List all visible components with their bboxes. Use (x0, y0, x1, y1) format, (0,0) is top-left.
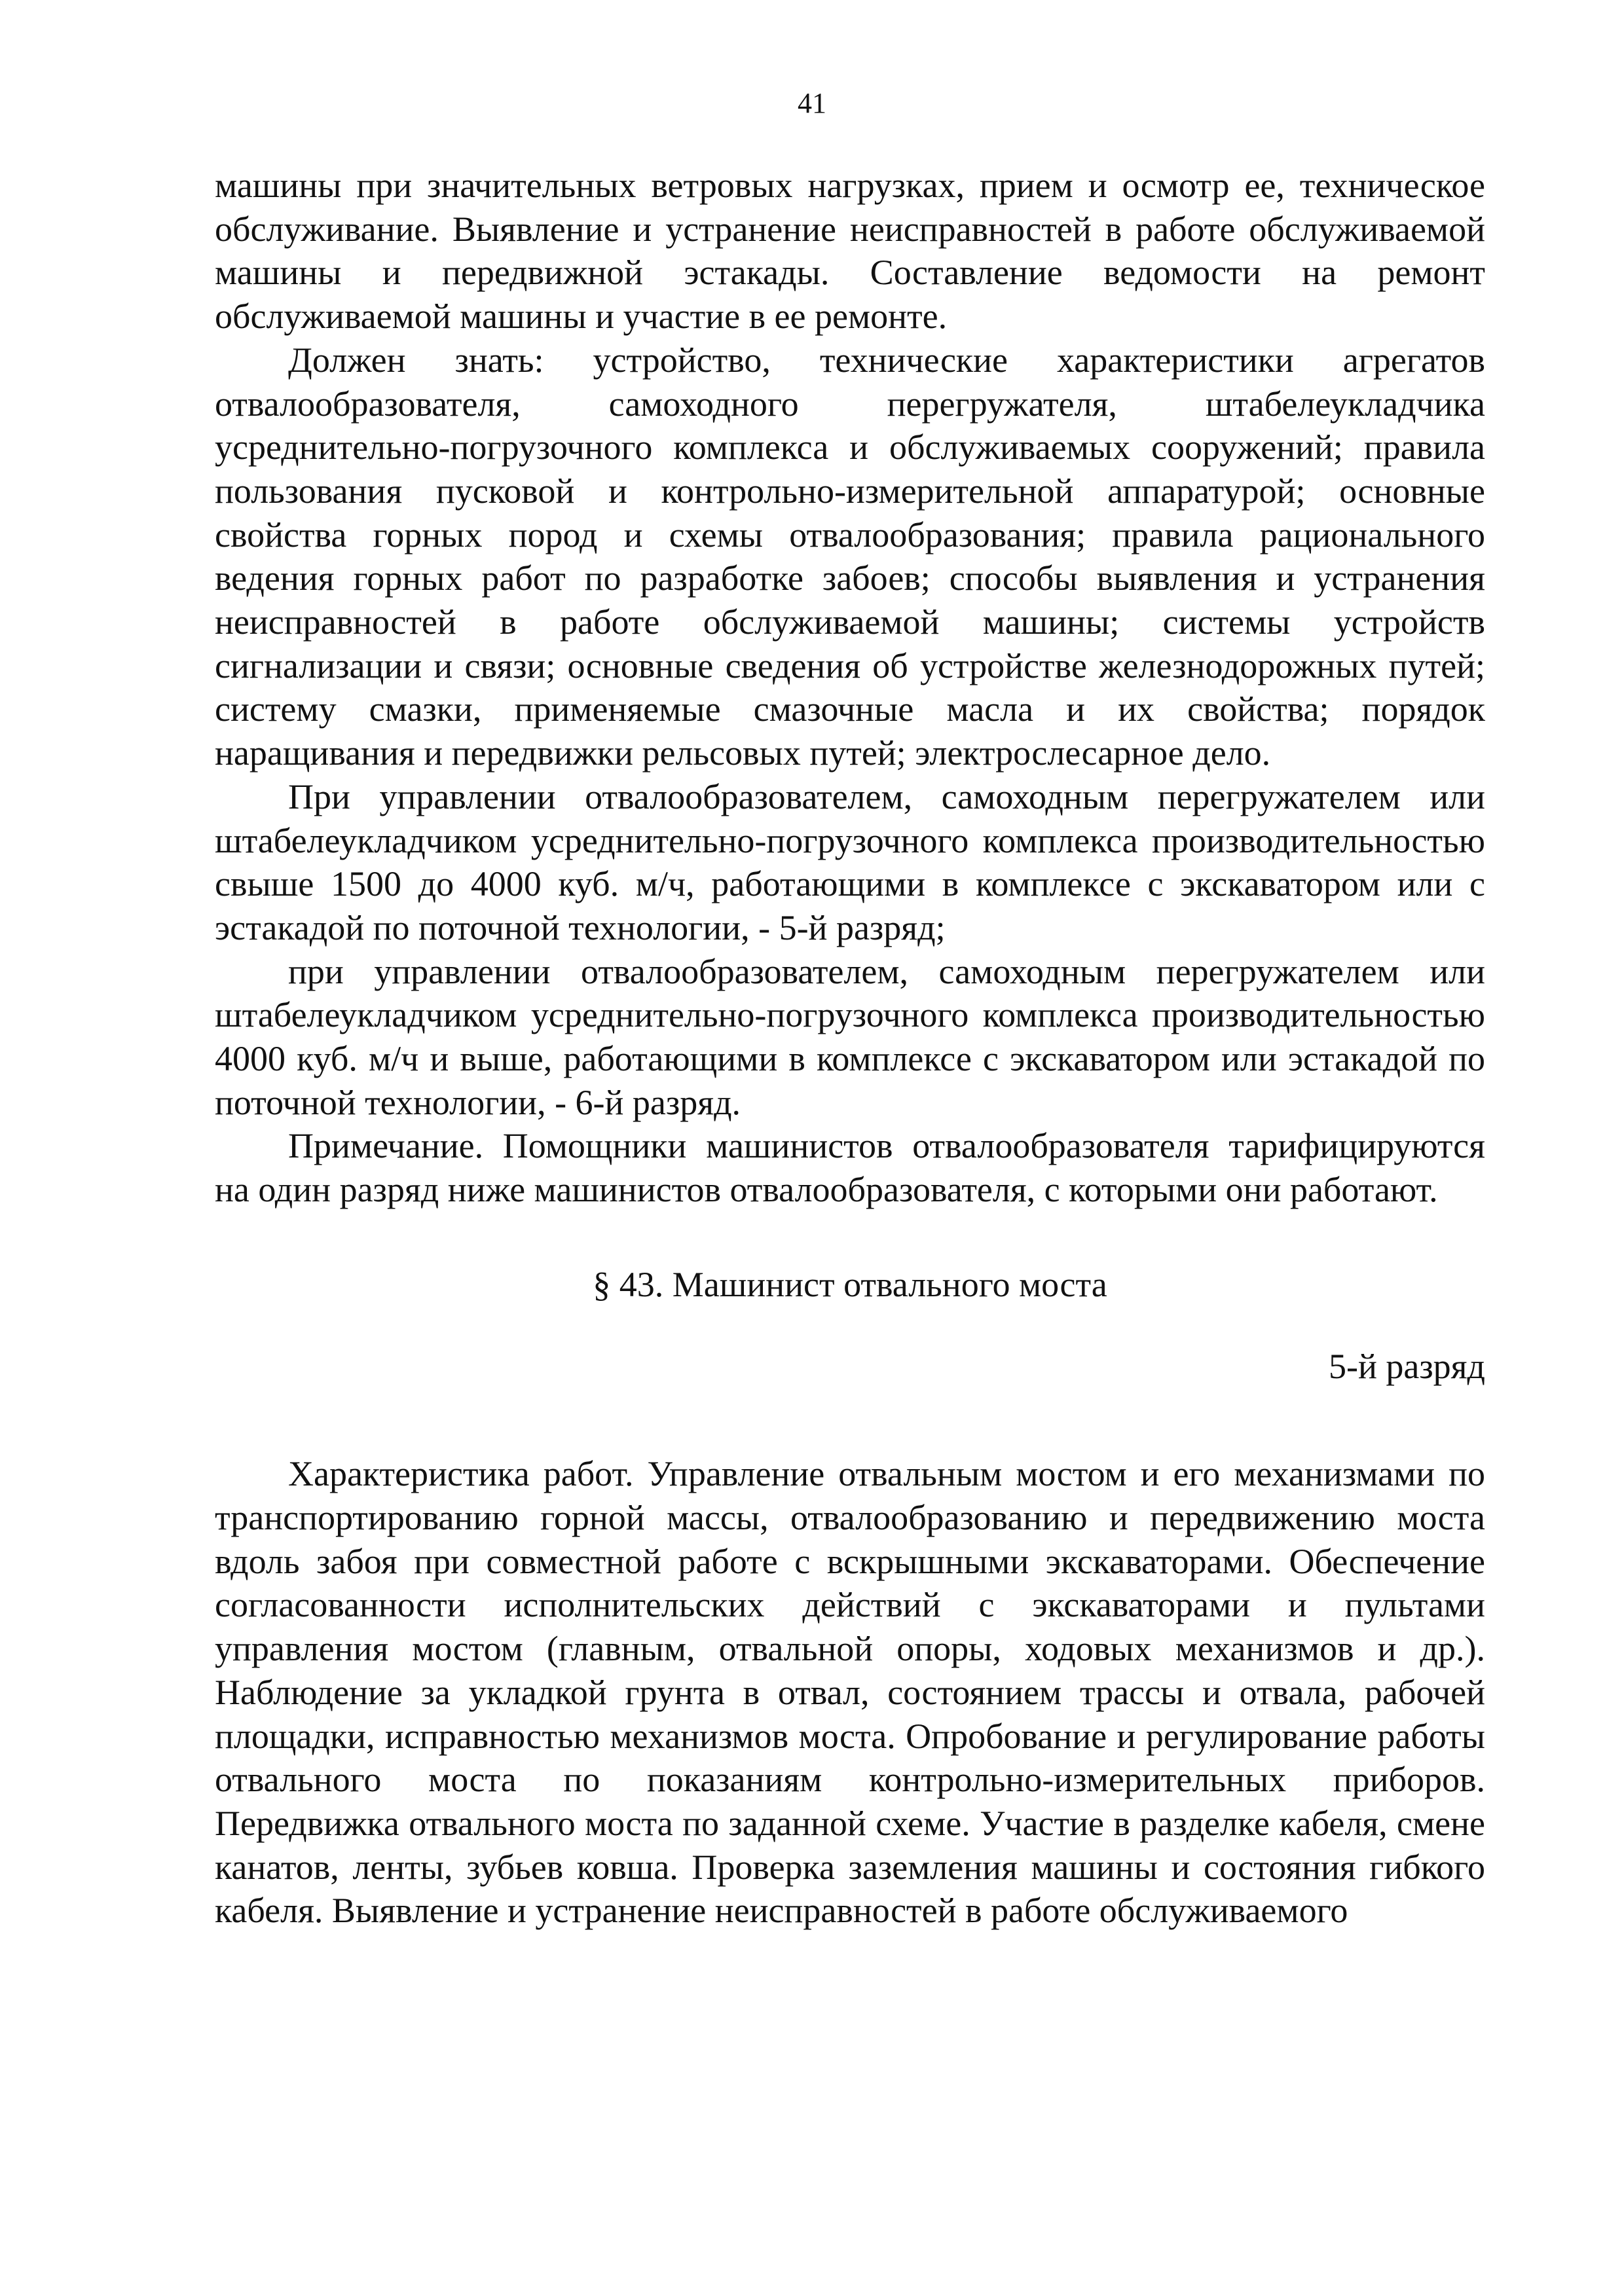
section-heading: § 43. Машинист отвального моста (593, 1264, 1107, 1304)
paragraph-grade-6: при управлении отвалообразователем, самоходным перегружателем или штабелеукладчиком усреднительно-погрузочного комплекса производительностью 4000 куб. м/ч и выше, работающими в комплексе с экскаватором или эстакадой по поточной технологии, - 6-й разряд. (215, 951, 1485, 1122)
page-number: 41 (798, 87, 826, 119)
paragraph-continuation: машины при значительных ветровых нагрузках, прием и осмотр ее, техническое обслуживание. Выявление и устранение неисправностей в работе обслуживаемой машины и передвижной эстакады. Составление ведомости на ремонт обслуживаемой машины и участие в ее ремонте. (215, 166, 1485, 337)
paragraph-grade-5: При управлении отвалообразователем, самоходным перегружателем или штабелеукладчиком усреднительно-погрузочного комплекса производительностью свыше 1500 до 4000 куб. м/ч, работающими в комплексе с экскаватором или с эстакадой по поточной технологии, - 5-й разряд; (215, 776, 1485, 947)
page-body (215, 164, 1485, 1933)
paragraph-must-know: Должен знать: устройство, технические характеристики агрегатов отвалообразователя, самоходного перегружателя, штабелеукладчика усреднительно-погрузочного комплекса и обслуживаемых сооружений; правила пользования пусковой и контрольно-измерительной аппаратурой; основные свойства горных пород и схемы отвалообразования; правила рационального ведения горных работ по разработке забоев; способы выявления и устранения неисправностей в работе обслуживаемой машины; системы устройств сигнализации и связи; основные сведения об устройстве железнодорожных путей; систему смазки, применяемые смазочные масла и их свойства; порядок наращивания и передвижки рельсовых путей; электрослесарное дело. (215, 340, 1485, 773)
grade-label: 5-й разряд (1329, 1346, 1485, 1386)
paragraph-work-characteristics: Характеристика работ. Управление отвальным мостом и его механизмами по транспортированию горной массы, отвалообразованию и передвижению моста вдоль забоя при совместной работе с вскрышными экскаваторами. Обеспечение согласованности исполнительских действий с экскаваторами и пультами управления мостом (главным, отвальной опоры, ходовых механизмов и др.). Наблюдение за укладкой грунта в отвал, состоянием трассы и отвала, рабочей площадки, исправностью механизмов моста. Опробование и регулирование работы отвального моста по показаниям контрольно-измерительных приборов. Передвижка отвального моста по заданной схеме. Участие в разделке кабеля, смене канатов, ленты, зубьев ковша. Проверка заземления машины и состояния гибкого кабеля. Выявление и устранение неисправностей в работе обслуживаемого (215, 1454, 1485, 1931)
paragraph-note: Примечание. Помощники машинистов отвалообразователя тарифицируются на один разряд ниже машинистов отвалообразователя, с которыми они работают. (215, 1126, 1485, 1210)
